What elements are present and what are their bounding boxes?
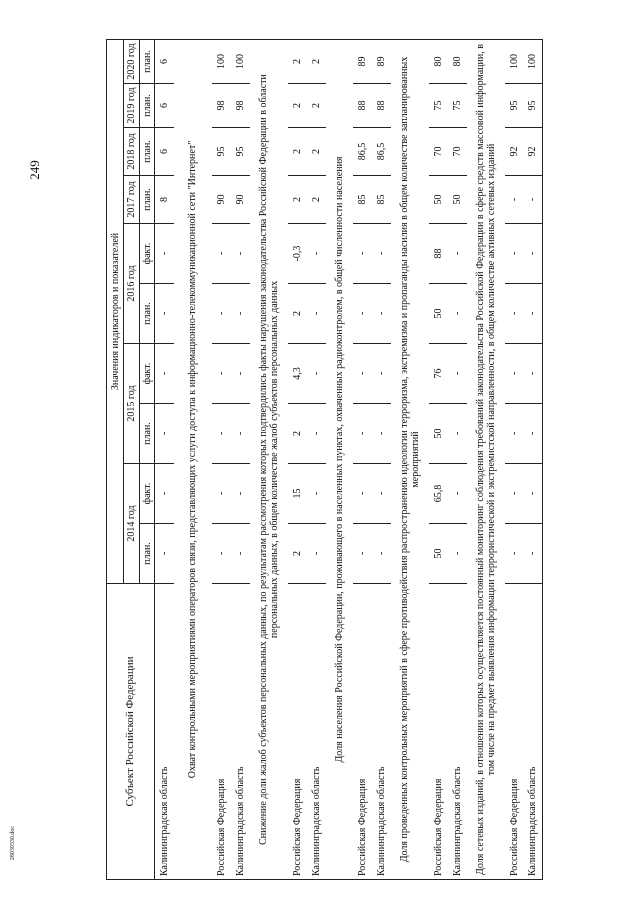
- value-cell: 2: [288, 39, 307, 83]
- value-cell: -: [212, 224, 231, 284]
- value-cell: 95: [505, 84, 524, 128]
- value-cell: -: [155, 344, 174, 404]
- value-cell: -: [231, 404, 250, 464]
- value-cell: -: [307, 224, 326, 284]
- value-cell: -: [353, 344, 372, 404]
- fact-subheader: факт.: [140, 224, 155, 284]
- value-cell: -: [353, 464, 372, 524]
- value-cell: 100: [505, 39, 524, 83]
- fact-subheader: факт.: [140, 464, 155, 524]
- table-row: [212, 39, 231, 879]
- value-cell: -0,3: [288, 224, 307, 284]
- indicator-title: Доля проведенных контрольных мероприятий в сфере противодействия распространению идеологии терроризма, экстремизма и пропаганды насилия в общем количестве запланированных мероприятий: [391, 39, 429, 879]
- section-row: [391, 39, 429, 879]
- table-row: [448, 39, 467, 879]
- plan-subheader: план.: [140, 128, 155, 176]
- value-cell: 80: [448, 39, 467, 83]
- year-header: 2017 год: [124, 176, 140, 224]
- indicators-table: [106, 39, 543, 880]
- value-cell: -: [212, 284, 231, 344]
- value-cell: 2: [288, 176, 307, 224]
- value-cell: -: [505, 344, 524, 404]
- value-cell: 89: [372, 39, 391, 83]
- value-cell: 70: [448, 128, 467, 176]
- value-cell: -: [307, 284, 326, 344]
- value-cell: -: [307, 344, 326, 404]
- value-cell: 2: [288, 128, 307, 176]
- subject-name: Калининградская область: [231, 584, 250, 880]
- value-cell: -: [155, 464, 174, 524]
- value-cell: -: [231, 464, 250, 524]
- value-cell: 92: [524, 128, 543, 176]
- value-cell: -: [505, 524, 524, 584]
- value-cell: 8: [155, 176, 174, 224]
- value-cell: -: [505, 464, 524, 524]
- table-row: [307, 39, 326, 879]
- value-cell: 2: [288, 84, 307, 128]
- value-cell: 90: [212, 176, 231, 224]
- table-row: [231, 39, 250, 879]
- subject-name: Российская Федерация: [288, 584, 307, 880]
- value-cell: 76: [429, 344, 448, 404]
- value-cell: -: [524, 284, 543, 344]
- value-cell: -: [372, 284, 391, 344]
- value-cell: 100: [231, 39, 250, 83]
- value-cell: 2: [307, 84, 326, 128]
- value-cell: -: [505, 224, 524, 284]
- value-cell: 2: [307, 176, 326, 224]
- value-cell: 2: [288, 284, 307, 344]
- value-cell: -: [505, 404, 524, 464]
- table-row: [505, 39, 524, 879]
- value-cell: -: [155, 404, 174, 464]
- indicator-title: Снижение доли жалоб субъектов персональных данных, по результатам рассмотрения которых подтвердились факты нарушения законодательства Российской Федерации в области персональных данных, в общем количестве жалоб субъектов персональных данных: [250, 39, 288, 879]
- value-cell: -: [307, 404, 326, 464]
- value-cell: -: [307, 524, 326, 584]
- page-number: 249: [27, 160, 42, 180]
- value-cell: -: [353, 524, 372, 584]
- value-cell: -: [524, 524, 543, 584]
- value-cell: 92: [505, 128, 524, 176]
- table-row: [288, 39, 307, 879]
- value-cell: 100: [212, 39, 231, 83]
- value-cell: -: [155, 224, 174, 284]
- table-header: [107, 39, 155, 879]
- value-cell: -: [448, 404, 467, 464]
- plan-subheader: план.: [140, 176, 155, 224]
- value-cell: 6: [155, 128, 174, 176]
- value-cell: -: [231, 344, 250, 404]
- value-cell: -: [448, 464, 467, 524]
- plan-subheader: план.: [140, 84, 155, 128]
- value-cell: -: [372, 464, 391, 524]
- value-cell: 15: [288, 464, 307, 524]
- subject-name: Калининградская область: [307, 584, 326, 880]
- value-cell: -: [505, 284, 524, 344]
- value-cell: -: [448, 284, 467, 344]
- indicator-title: Доля сетевых изданий, в отношении которых осуществляется постоянный мониторинг соблюдения требований законодательства Российской Федерации в сфере средств массовой информации, в том числе на предмет выявления информации террористической и экстремистской направленности, в общем количестве активных сетевых изданий: [467, 39, 505, 879]
- plan-subheader: план.: [140, 404, 155, 464]
- indicators-header: Значения индикаторов и показателей: [107, 39, 124, 583]
- value-cell: 85: [372, 176, 391, 224]
- subject-name: Российская Федерация: [353, 584, 372, 880]
- value-cell: -: [372, 524, 391, 584]
- value-cell: 85: [353, 176, 372, 224]
- value-cell: 70: [429, 128, 448, 176]
- value-cell: -: [448, 344, 467, 404]
- value-cell: -: [212, 524, 231, 584]
- value-cell: 50: [429, 524, 448, 584]
- value-cell: 89: [353, 39, 372, 83]
- plan-subheader: план.: [140, 524, 155, 584]
- value-cell: -: [212, 464, 231, 524]
- value-cell: -: [155, 284, 174, 344]
- year-header: 2015 год: [124, 344, 140, 464]
- subject-name: Калининградская область: [372, 584, 391, 880]
- rotated-table-wrapper: [106, 40, 539, 880]
- subject-column-header: Субъект Российской Федерации: [107, 584, 155, 880]
- value-cell: 80: [429, 39, 448, 83]
- value-cell: 98: [231, 84, 250, 128]
- value-cell: 6: [155, 39, 174, 83]
- value-cell: 50: [429, 404, 448, 464]
- year-header: 2018 год: [124, 128, 140, 176]
- value-cell: -: [372, 404, 391, 464]
- value-cell: -: [448, 524, 467, 584]
- value-cell: -: [307, 464, 326, 524]
- value-cell: 88: [353, 84, 372, 128]
- value-cell: -: [231, 524, 250, 584]
- value-cell: -: [524, 176, 543, 224]
- plan-subheader: план.: [140, 284, 155, 344]
- value-cell: 86,5: [353, 128, 372, 176]
- value-cell: 95: [231, 128, 250, 176]
- value-cell: 6: [155, 84, 174, 128]
- table-row: [524, 39, 543, 879]
- value-cell: -: [212, 404, 231, 464]
- value-cell: 88: [429, 224, 448, 284]
- value-cell: 2: [288, 404, 307, 464]
- section-row: [326, 39, 353, 879]
- value-cell: -: [448, 224, 467, 284]
- year-header: 2014 год: [124, 464, 140, 584]
- value-cell: -: [524, 464, 543, 524]
- value-cell: 50: [448, 176, 467, 224]
- year-header: 2019 год: [124, 84, 140, 128]
- value-cell: -: [505, 176, 524, 224]
- value-cell: -: [353, 224, 372, 284]
- subject-name: Калининградская область: [448, 584, 467, 880]
- table-row: [429, 39, 448, 879]
- value-cell: -: [524, 344, 543, 404]
- value-cell: 86,5: [372, 128, 391, 176]
- subject-name: Российская Федерация: [429, 584, 448, 880]
- value-cell: -: [155, 524, 174, 584]
- year-header: 2020 год: [124, 39, 140, 83]
- value-cell: 75: [448, 84, 467, 128]
- indicator-title: Доля населения Российской Федерации, проживающего в населенных пунктах, охваченных радиоконтролем, в общей численности населения: [326, 39, 353, 879]
- value-cell: 2: [307, 39, 326, 83]
- section-row: [250, 39, 288, 879]
- value-cell: 2: [307, 128, 326, 176]
- fact-subheader: факт.: [140, 344, 155, 404]
- subject-name: Российская Федерация: [505, 584, 524, 880]
- value-cell: -: [372, 224, 391, 284]
- value-cell: 50: [429, 284, 448, 344]
- table-row: [372, 39, 391, 879]
- value-cell: 2: [288, 524, 307, 584]
- value-cell: 75: [429, 84, 448, 128]
- value-cell: 88: [372, 84, 391, 128]
- value-cell: 95: [524, 84, 543, 128]
- section-row: [467, 39, 505, 879]
- table-row: [353, 39, 372, 879]
- indicator-title: Охват контрольными мероприятиями операторов связи, представляющих услуги доступа к информационно-телекоммуникационной сети "Интернет": [174, 39, 212, 879]
- value-cell: -: [524, 224, 543, 284]
- subject-name: Российская Федерация: [212, 584, 231, 880]
- value-cell: 4,3: [288, 344, 307, 404]
- subject-name: Калининградская область: [155, 584, 174, 880]
- value-cell: 90: [231, 176, 250, 224]
- table-body: [155, 39, 543, 879]
- value-cell: -: [353, 284, 372, 344]
- value-cell: -: [353, 404, 372, 464]
- value-cell: -: [231, 224, 250, 284]
- subject-name: Калининградская область: [524, 584, 543, 880]
- plan-subheader: план.: [140, 39, 155, 83]
- document-code: 28030330.doc: [10, 825, 16, 861]
- value-cell: -: [231, 284, 250, 344]
- value-cell: 95: [212, 128, 231, 176]
- section-row: [174, 39, 212, 879]
- value-cell: 65,8: [429, 464, 448, 524]
- value-cell: 100: [524, 39, 543, 83]
- value-cell: -: [372, 344, 391, 404]
- value-cell: 50: [429, 176, 448, 224]
- value-cell: -: [212, 344, 231, 404]
- value-cell: -: [524, 404, 543, 464]
- table-row: [155, 39, 174, 879]
- value-cell: 98: [212, 84, 231, 128]
- year-header: 2016 год: [124, 224, 140, 344]
